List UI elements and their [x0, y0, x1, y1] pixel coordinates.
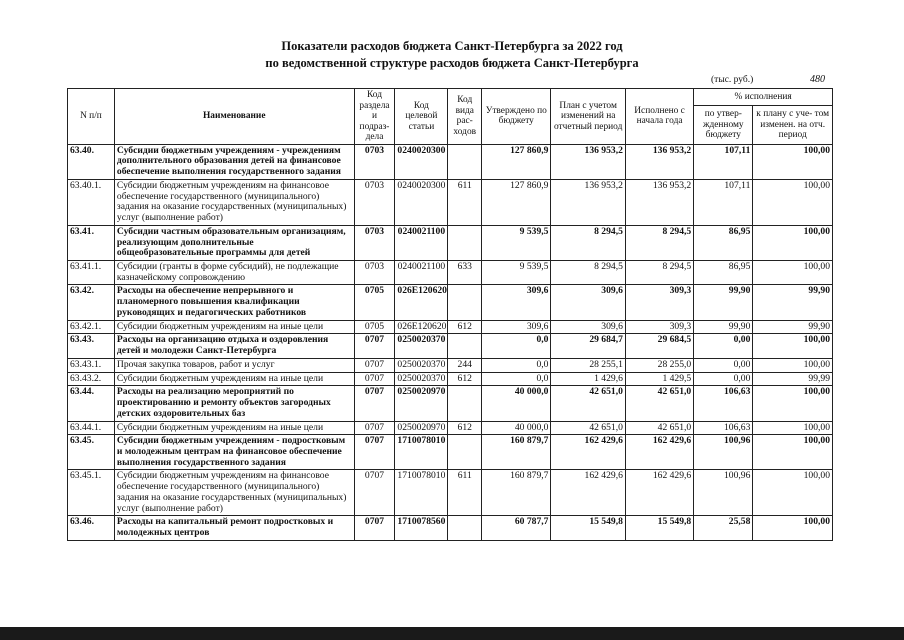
row-type-code: 611: [448, 470, 482, 516]
document-title-line2: по ведомственной структуре расходов бюджета Санкт-Петербурга: [265, 56, 639, 70]
row-approved: 309,6: [482, 320, 551, 334]
row-plan: 1 429,6: [551, 372, 625, 386]
row-type-code: [448, 225, 482, 260]
row-approved: 160 879,7: [482, 470, 551, 516]
table-row: [68, 421, 833, 435]
row-pct-approved: 100,96: [694, 470, 753, 516]
row-target-code: 0250020970: [395, 386, 448, 421]
row-pct-plan: 100,00: [753, 386, 833, 421]
row-executed: 136 953,2: [625, 179, 693, 225]
row-target-code: 026Е120620: [395, 285, 448, 320]
row-pct-approved: 106,63: [694, 421, 753, 435]
row-pct-plan: 99,90: [753, 285, 833, 320]
row-target-code: 1710078010: [395, 435, 448, 470]
table-row: [68, 320, 833, 334]
document-title-line1: Показатели расходов бюджета Санкт-Петербурга за 2022 год: [281, 39, 623, 53]
row-target-code: 0250020970: [395, 421, 448, 435]
row-pct-plan: 100,00: [753, 225, 833, 260]
header-num: N п/п: [68, 89, 115, 145]
row-pct-plan: 100,00: [753, 435, 833, 470]
row-pct-plan: 100,00: [753, 179, 833, 225]
table-row: [68, 358, 833, 372]
row-approved: 127 860,9: [482, 179, 551, 225]
row-type-code: 612: [448, 372, 482, 386]
row-target-code: 0240021100: [395, 225, 448, 260]
header-approved: Утверждено по бюджету: [482, 89, 551, 145]
row-type-code: [448, 386, 482, 421]
row-pct-approved: 0,00: [694, 372, 753, 386]
row-approved: 60 787,7: [482, 516, 551, 540]
row-executed: 8 294,5: [625, 261, 693, 285]
row-target-code: 0240020300: [395, 144, 448, 179]
row-number: 63.45.: [68, 435, 115, 470]
row-section-code: 0703: [354, 179, 395, 225]
row-type-code: 244: [448, 358, 482, 372]
row-name: Субсидии частным образовательным организациям, реализующим дополнительные общеобразовательные программы для детей: [114, 225, 354, 260]
row-section-code: 0707: [354, 516, 395, 540]
row-pct-approved: 100,96: [694, 435, 753, 470]
row-plan: 162 429,6: [551, 470, 625, 516]
row-executed: 162 429,6: [625, 435, 693, 470]
row-section-code: 0703: [354, 144, 395, 179]
row-pct-approved: 0,00: [694, 358, 753, 372]
row-name: Субсидии бюджетным учреждениям на иные цели: [114, 421, 354, 435]
row-section-code: 0705: [354, 320, 395, 334]
row-number: 63.43.1.: [68, 358, 115, 372]
row-approved: 0,0: [482, 358, 551, 372]
row-section-code: 0707: [354, 421, 395, 435]
units-label: (тыс. руб.): [711, 75, 754, 85]
row-name: Субсидии бюджетным учреждениям на финансовое обеспечение государственного (муниципального) задания на оказание государственных (муниципальных) услуг (выполнение работ): [114, 179, 354, 225]
row-section-code: 0707: [354, 334, 395, 358]
row-section-code: 0707: [354, 386, 395, 421]
scan-edge-band: [0, 627, 904, 640]
row-executed: 42 651,0: [625, 386, 693, 421]
row-target-code: 1710078010: [395, 470, 448, 516]
row-plan: 309,6: [551, 320, 625, 334]
table-row: [68, 470, 833, 516]
row-plan: 42 651,0: [551, 386, 625, 421]
row-section-code: 0707: [354, 470, 395, 516]
row-pct-plan: 100,00: [753, 516, 833, 540]
row-pct-plan: 99,99: [753, 372, 833, 386]
header-type-code: Код вида рас- ходов: [448, 89, 482, 145]
row-type-code: 611: [448, 179, 482, 225]
row-executed: 136 953,2: [625, 144, 693, 179]
row-section-code: 0707: [354, 358, 395, 372]
row-section-code: 0703: [354, 225, 395, 260]
row-number: 63.44.: [68, 386, 115, 421]
row-executed: 309,3: [625, 320, 693, 334]
row-name: Субсидии бюджетным учреждениям - подростковым и молодежным центрам на финансовое обеспечение выполнения государственного задания: [114, 435, 354, 470]
table-row: [68, 334, 833, 358]
row-number: 63.41.1.: [68, 261, 115, 285]
row-plan: 136 953,2: [551, 144, 625, 179]
row-executed: 42 651,0: [625, 421, 693, 435]
header-section-code: Код раздела и подраз- дела: [354, 89, 395, 145]
row-number: 63.43.: [68, 334, 115, 358]
row-type-code: 612: [448, 421, 482, 435]
row-approved: 9 539,5: [482, 261, 551, 285]
row-executed: 162 429,6: [625, 470, 693, 516]
row-type-code: 633: [448, 261, 482, 285]
row-pct-plan: 100,00: [753, 261, 833, 285]
table-row: [68, 435, 833, 470]
row-name: Прочая закупка товаров, работ и услуг: [114, 358, 354, 372]
row-pct-approved: 107,11: [694, 179, 753, 225]
table-row: [68, 225, 833, 260]
row-type-code: [448, 516, 482, 540]
row-section-code: 0703: [354, 261, 395, 285]
row-approved: 127 860,9: [482, 144, 551, 179]
row-approved: 0,0: [482, 372, 551, 386]
row-plan: 309,6: [551, 285, 625, 320]
row-number: 63.43.2.: [68, 372, 115, 386]
row-type-code: [448, 144, 482, 179]
table-row: [68, 179, 833, 225]
header-plan: План с учетом изменений на отчетный период: [551, 89, 625, 145]
table-row: [68, 144, 833, 179]
table-row: [68, 261, 833, 285]
row-name: Расходы на обеспечение непрерывного и планомерного повышения квалификации руководящих и педагогических работников: [114, 285, 354, 320]
row-number: 63.45.1.: [68, 470, 115, 516]
row-name: Субсидии бюджетным учреждениям на иные цели: [114, 372, 354, 386]
row-plan: 136 953,2: [551, 179, 625, 225]
row-target-code: 0250020370: [395, 372, 448, 386]
row-pct-approved: 86,95: [694, 225, 753, 260]
row-pct-plan: 100,00: [753, 358, 833, 372]
row-pct-plan: 100,00: [753, 421, 833, 435]
row-number: 63.42.: [68, 285, 115, 320]
row-approved: 40 000,0: [482, 421, 551, 435]
table-row: [68, 386, 833, 421]
row-executed: 1 429,5: [625, 372, 693, 386]
row-pct-approved: 86,95: [694, 261, 753, 285]
row-pct-plan: 99,90: [753, 320, 833, 334]
row-type-code: [448, 334, 482, 358]
row-number: 63.46.: [68, 516, 115, 540]
row-type-code: 612: [448, 320, 482, 334]
header-target-code: Код целевой статьи: [395, 89, 448, 145]
row-approved: 40 000,0: [482, 386, 551, 421]
row-pct-approved: 99,90: [694, 320, 753, 334]
table-row: [68, 372, 833, 386]
header-pct-plan: к плану с уче- том изменен. на отч. период: [753, 106, 833, 145]
row-type-code: [448, 435, 482, 470]
row-executed: 29 684,5: [625, 334, 693, 358]
row-name: Субсидии бюджетным учреждениям на финансовое обеспечение государственного (муниципального) задания на оказание государственных (муниципальных) услуг (выполнение работ): [114, 470, 354, 516]
row-target-code: 0240020300: [395, 179, 448, 225]
table-row: [68, 516, 833, 540]
row-name: Расходы на организацию отдыха и оздоровления детей и молодежи Санкт-Петербурга: [114, 334, 354, 358]
row-target-code: 1710078560: [395, 516, 448, 540]
row-pct-plan: 100,00: [753, 334, 833, 358]
row-name: Субсидии (гранты в форме субсидий), не подлежащие казначейскому сопровождению: [114, 261, 354, 285]
page-number: 480: [810, 74, 825, 85]
row-plan: 8 294,5: [551, 225, 625, 260]
row-pct-approved: 99,90: [694, 285, 753, 320]
header-percent-group: % исполнения: [694, 89, 833, 106]
row-number: 63.44.1.: [68, 421, 115, 435]
row-name: Расходы на реализацию мероприятий по проектированию и ремонту объектов загородных детских оздоровительных баз: [114, 386, 354, 421]
row-pct-approved: 25,58: [694, 516, 753, 540]
row-pct-plan: 100,00: [753, 144, 833, 179]
row-approved: 0,0: [482, 334, 551, 358]
row-name: Субсидии бюджетным учреждениям - учреждениям дополнительного образования детей на финансовое обеспечение выполнения государственного задания: [114, 144, 354, 179]
row-executed: 309,3: [625, 285, 693, 320]
row-executed: 15 549,8: [625, 516, 693, 540]
table-row: [68, 285, 833, 320]
row-target-code: 0250020370: [395, 358, 448, 372]
row-plan: 42 651,0: [551, 421, 625, 435]
row-section-code: 0707: [354, 435, 395, 470]
row-approved: 9 539,5: [482, 225, 551, 260]
row-name: Расходы на капитальный ремонт подростковых и молодежных центров: [114, 516, 354, 540]
row-pct-approved: 0,00: [694, 334, 753, 358]
table-body: [68, 144, 833, 540]
header-executed: Исполнено с начала года: [625, 89, 693, 145]
header-pct-approved: по утвер- жденному бюджету: [694, 106, 753, 145]
row-type-code: [448, 285, 482, 320]
row-target-code: 0240021100: [395, 261, 448, 285]
row-target-code: 026Е120620: [395, 320, 448, 334]
row-executed: 28 255,0: [625, 358, 693, 372]
row-name: Субсидии бюджетным учреждениям на иные цели: [114, 320, 354, 334]
row-pct-plan: 100,00: [753, 470, 833, 516]
row-plan: 15 549,8: [551, 516, 625, 540]
row-number: 63.40.1.: [68, 179, 115, 225]
header-name: Наименование: [114, 89, 354, 145]
row-plan: 162 429,6: [551, 435, 625, 470]
row-section-code: 0707: [354, 372, 395, 386]
row-number: 63.42.1.: [68, 320, 115, 334]
row-pct-approved: 107,11: [694, 144, 753, 179]
row-executed: 8 294,5: [625, 225, 693, 260]
row-target-code: 0250020370: [395, 334, 448, 358]
row-plan: 8 294,5: [551, 261, 625, 285]
expenditure-table: [67, 88, 833, 541]
row-pct-approved: 106,63: [694, 386, 753, 421]
row-approved: 160 879,7: [482, 435, 551, 470]
row-plan: 28 255,1: [551, 358, 625, 372]
row-section-code: 0705: [354, 285, 395, 320]
row-number: 63.40.: [68, 144, 115, 179]
row-number: 63.41.: [68, 225, 115, 260]
row-approved: 309,6: [482, 285, 551, 320]
row-plan: 29 684,7: [551, 334, 625, 358]
